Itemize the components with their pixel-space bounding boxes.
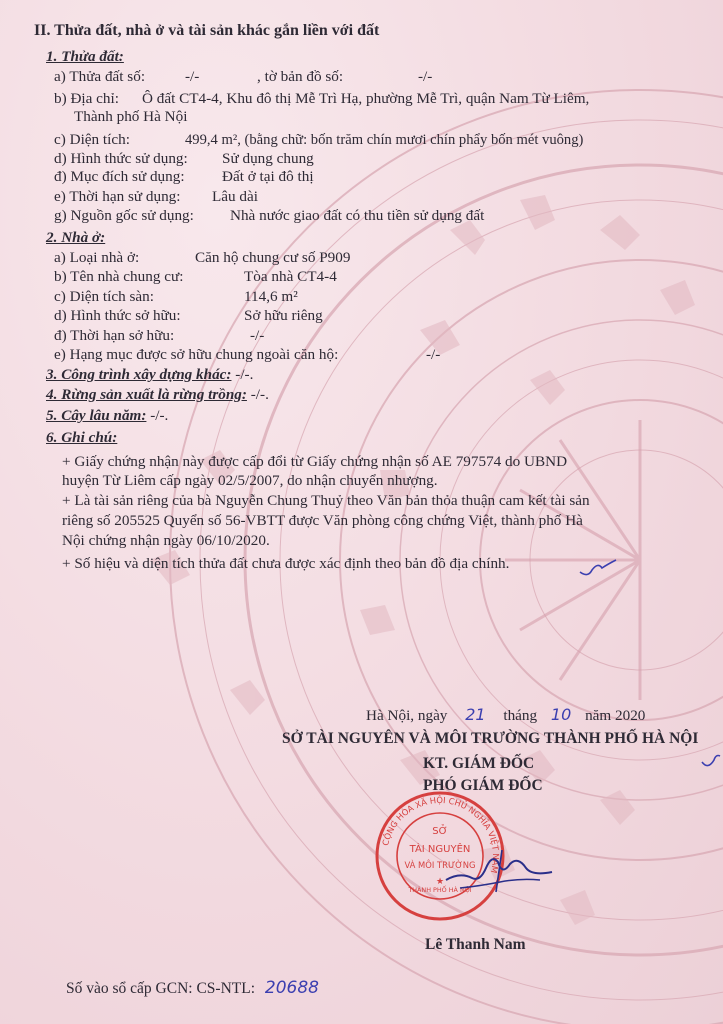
item5-label: 5. Cây lâu năm: — [46, 407, 147, 424]
item5-row — [46, 407, 168, 425]
house-b-label: b) Tên nhà chung cư: — [54, 268, 184, 285]
item4-label: 4. Rừng sản xuất là rừng trồng: — [46, 386, 247, 403]
date-prefix: Hà Nội, ngày — [366, 707, 448, 724]
registry-row — [66, 979, 319, 998]
house-dd-value: -/- — [250, 327, 265, 344]
handwritten-mark — [700, 750, 722, 772]
note-line: + Số hiệu và diện tích thửa đất chưa được xác định theo bản đồ địa chính. — [62, 555, 510, 572]
land-b-value-cont: Thành phố Hà Nội — [74, 108, 188, 125]
house-a-label: a) Loại nhà ở: — [54, 249, 140, 266]
date-year-label: năm 2020 — [585, 707, 646, 724]
house-b-value: Tòa nhà CT4-4 — [244, 268, 337, 285]
seal-line-2: TÀI NGUYÊN — [409, 844, 471, 855]
land-b-label: b) Địa chỉ: — [54, 90, 119, 107]
land-c-label: c) Diện tích: — [54, 131, 130, 148]
land-a-label: a) Thửa đất số: — [54, 68, 146, 85]
house-c-value: 114,6 m² — [244, 288, 298, 305]
item4-value: -/-. — [246, 386, 269, 403]
signer-role-2: PHÓ GIÁM ĐỐC — [423, 777, 543, 794]
authority-name: SỞ TÀI NGUYÊN VÀ MÔI TRƯỜNG THÀNH PHỐ HÀ NỘI — [282, 730, 699, 747]
house-e-value: -/- — [426, 346, 441, 363]
note-line: + Là tài sản riêng của bà Nguyễn Chung Thuỷ theo Văn bản thỏa thuận cam kết tài sản — [62, 492, 590, 509]
house-d-label: d) Hình thức sở hữu: — [54, 307, 181, 324]
note-line: Nội chứng nhận ngày 06/10/2020. — [62, 532, 270, 549]
land-c-value: 499,4 m², (bằng chữ: bốn trăm chín mươi chín phẩy bốn mét vuông) — [185, 132, 584, 148]
house-heading: 2. Nhà ở: — [46, 229, 106, 246]
handwritten-tick-mark — [578, 558, 618, 582]
house-a-value: Căn hộ chung cư số P909 — [195, 249, 351, 266]
registry-label: Số vào sổ cấp GCN: CS-NTL: — [66, 980, 256, 997]
item4-row — [46, 386, 269, 404]
house-d-value: Sở hữu riêng — [244, 307, 323, 324]
land-d-label: d) Hình thức sử dụng: — [54, 150, 188, 167]
note-line: riêng số 205525 Quyển số 56-VBTT được Văn phòng công chứng Việt, thành phố Hà — [62, 512, 583, 529]
land-a-map-value: -/- — [418, 68, 433, 85]
issue-date — [366, 706, 645, 725]
land-dd-label: đ) Mục đích sử dụng: — [54, 168, 185, 185]
land-e-value: Lâu dài — [212, 188, 258, 205]
date-month: 10 — [550, 705, 572, 724]
item5-value: -/-. — [146, 407, 169, 424]
land-heading: 1. Thửa đất: — [46, 48, 124, 65]
house-e-label: e) Hạng mục được sở hữu chung ngoài căn hộ: — [54, 346, 339, 363]
item3-label: 3. Công trình xây dựng khác: — [46, 366, 232, 383]
notes-heading: 6. Ghi chú: — [46, 429, 118, 446]
land-d-value: Sử dụng chung — [222, 150, 314, 167]
item3-row — [46, 366, 253, 384]
land-b-value: Ô đất CT4-4, Khu đô thị Mễ Trì Hạ, phường Mễ Trì, quận Nam Từ Liêm, — [142, 90, 590, 107]
seal-ring-text: CỘNG HÒA XÃ HỘI CHỦ NGHĨA VIỆT NAM — [380, 794, 502, 875]
house-dd-label: đ) Thời hạn sở hữu: — [54, 327, 175, 344]
land-a-value: -/- — [185, 68, 200, 85]
seal-line-3: VÀ MÔI TRƯỜNG — [404, 860, 476, 870]
registry-number: 20688 — [264, 978, 319, 998]
land-g-value: Nhà nước giao đất có thu tiền sử dụng đất — [230, 207, 485, 224]
note-line: + Giấy chứng nhận này được cấp đổi từ Giấy chứng nhận số AE 797574 do UBND — [62, 453, 568, 470]
land-a-map-label: , tờ bản đồ số: — [257, 68, 344, 85]
land-e-label: e) Thời hạn sử dụng: — [54, 188, 181, 205]
land-dd-value: Đất ở tại đô thị — [222, 168, 314, 185]
seal-star-icon: ★ — [435, 877, 445, 887]
house-c-label: c) Diện tích sàn: — [54, 288, 154, 305]
date-month-label: tháng — [503, 707, 538, 724]
date-day: 21 — [465, 705, 486, 724]
section-title: II. Thửa đất, nhà ở và tài sản khác gắn liền với đất — [34, 22, 380, 39]
land-g-label: g) Nguồn gốc sử dụng: — [54, 207, 194, 224]
seal-bottom-text: THÀNH PHỐ HÀ NỘI — [408, 886, 472, 894]
item3-value: -/-. — [231, 366, 254, 383]
signer-name: Lê Thanh Nam — [425, 936, 526, 953]
note-line: huyện Từ Liêm cấp ngày 02/5/2007, do nhận chuyển nhượng. — [62, 472, 438, 489]
seal-line-1: SỞ — [432, 826, 448, 837]
signer-role-1: KT. GIÁM ĐỐC — [423, 755, 535, 772]
handwritten-signature — [440, 842, 560, 902]
